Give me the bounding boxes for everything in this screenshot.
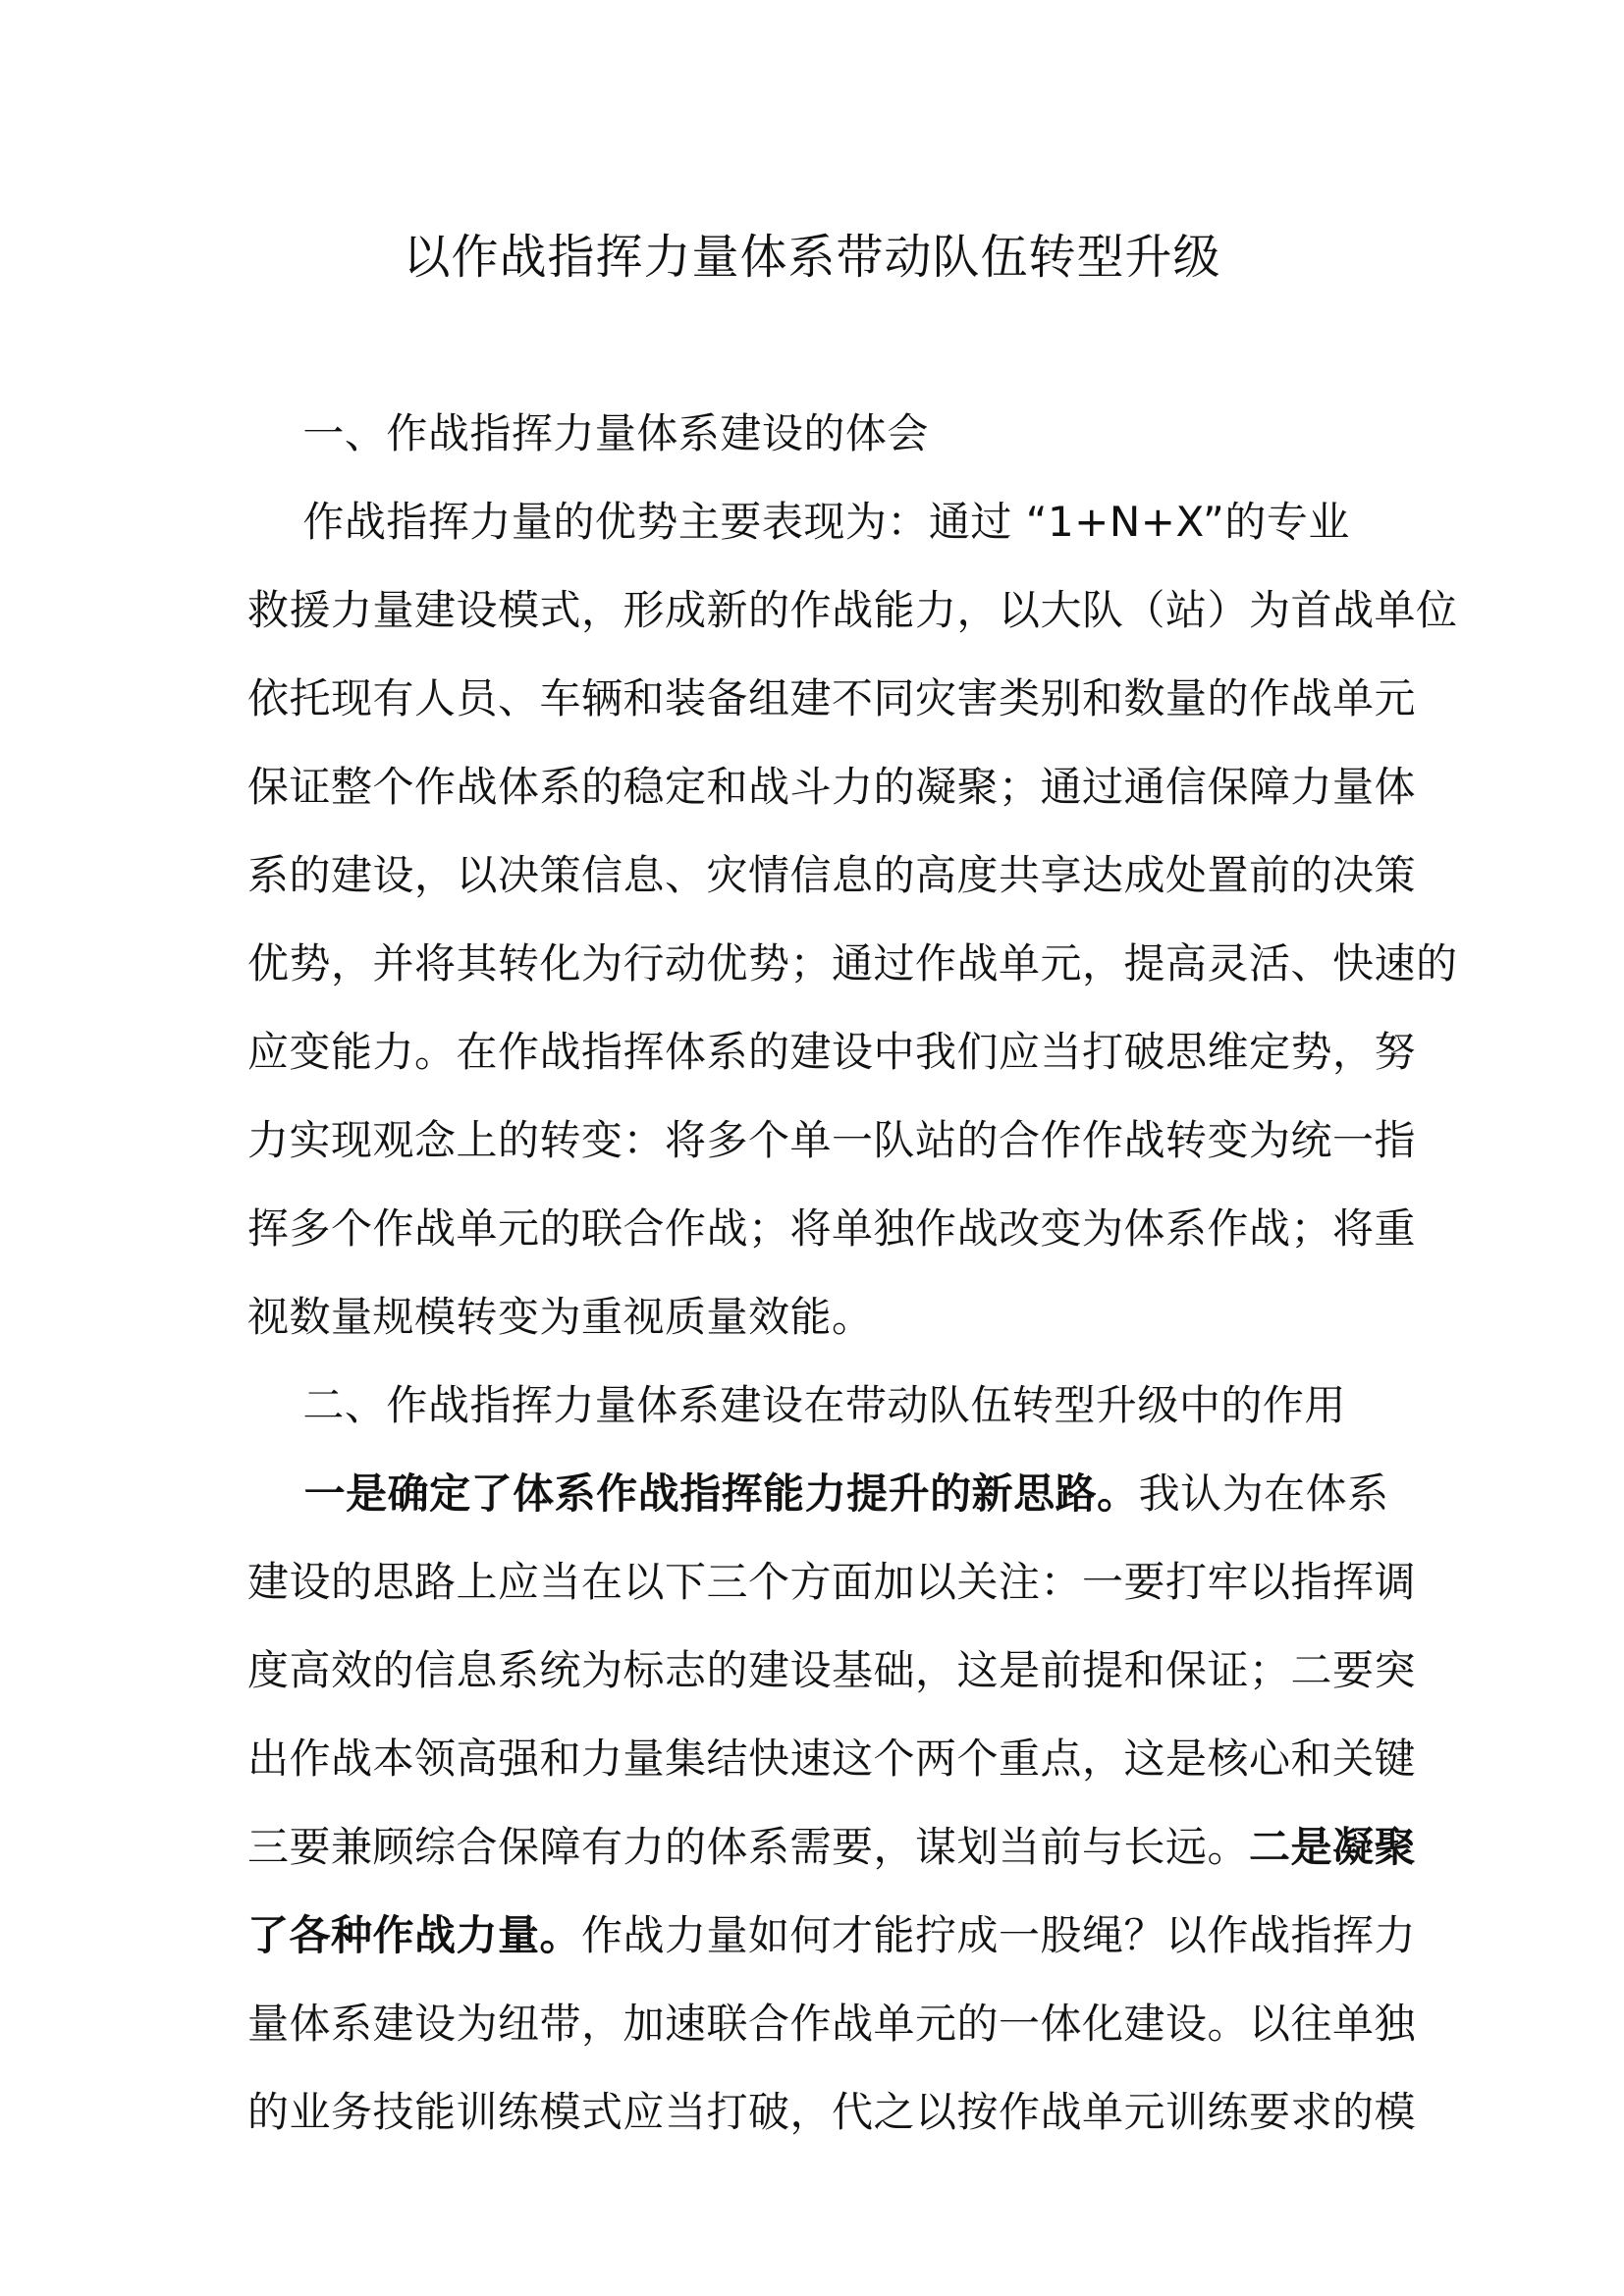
line-text: 的业务技能训练模式应当打破，代之以按作战单元训练要求的模 <box>247 2088 1417 2136</box>
line-text: 力实现观念上的转变：将多个单一队站的合作作战转变为统一指 <box>247 1116 1417 1164</box>
paragraph-line <box>247 1553 1417 1612</box>
paragraph-line <box>247 758 1417 817</box>
paragraph-line <box>247 1641 1417 1700</box>
line-text: 保证整个作战体系的稳定和战斗力的凝聚；通过通信保障力量体 <box>247 763 1417 811</box>
section-heading-2 <box>247 1376 1386 1435</box>
line-text: 作战力量如何才能拧成一股绳？以作战指挥力 <box>581 1911 1417 1959</box>
paragraph-line <box>247 1818 1417 1877</box>
line-text: 优势，并将其转化为行动优势；通过作战单元，提高灵活、快速的 <box>247 939 1458 988</box>
line-text: 出作战本领高强和力量集结快速这个两个重点，这是核心和关键 <box>247 1735 1417 1783</box>
paragraph-line <box>247 846 1417 905</box>
paragraph-line <box>247 1200 1417 1258</box>
line-text: 我认为在体系 <box>1138 1469 1389 1518</box>
line-text: 依托现有人员、车辆和装备组建不同灾害类别和数量的作战单元 <box>247 674 1417 722</box>
paragraph-line <box>247 1023 1417 1082</box>
paragraph-line <box>247 581 1458 640</box>
line-text: 视数量规模转变为重视质量效能。 <box>247 1293 874 1341</box>
line-text: 二、作战指挥力量体系建设在带动队伍转型升级中的作用 <box>247 1381 1346 1429</box>
paragraph-line <box>247 1288 1386 1347</box>
document-title: 以作战指挥力量体系带动队伍转型升级 <box>403 230 1221 285</box>
paragraph-line <box>247 1465 1389 1523</box>
line-text: 一、作战指挥力量体系建设的体会 <box>247 409 929 457</box>
line-text: 作战指挥力量的优势主要表现为：通过 “1+N+X”的专业 <box>247 498 1350 546</box>
line-text: 度高效的信息系统为标志的建设基础，这是前提和保证；二要突 <box>247 1646 1417 1694</box>
line-text: 系的建设，以决策信息、灾情信息的高度共享达成处置前的决策 <box>247 851 1417 899</box>
paragraph-line <box>247 934 1458 993</box>
section-heading-1 <box>247 404 1386 463</box>
paragraph-line <box>247 1730 1417 1789</box>
paragraph-line <box>247 1111 1417 1170</box>
bold-lead-text: 一是确定了体系作战指挥能力提升的新思路。 <box>247 1469 1139 1518</box>
paragraph-line <box>247 1906 1417 1965</box>
paragraph-line <box>247 669 1417 728</box>
bold-lead-text: 二是凝聚 <box>1249 1823 1417 1871</box>
paragraph-line <box>247 1995 1417 2054</box>
line-text: 量体系建设为纽带，加速联合作战单元的一体化建设。以往单独 <box>247 2000 1417 2048</box>
line-text: 建设的思路上应当在以下三个方面加以关注：一要打牢以指挥调 <box>247 1558 1417 1606</box>
line-text: 应变能力。在作战指挥体系的建设中我们应当打破思维定势，努 <box>247 1028 1417 1076</box>
line-text: 挥多个作战单元的联合作战；将单独作战改变为体系作战；将重 <box>247 1204 1417 1253</box>
paragraph-line <box>247 2083 1417 2142</box>
paragraph-line <box>247 493 1386 552</box>
line-text: 三要兼顾综合保障有力的体系需要，谋划当前与长远。 <box>247 1823 1250 1871</box>
line-text: 救援力量建设模式，形成新的作战能力，以大队（站）为首战单位 <box>247 586 1458 634</box>
bold-lead-text: 了各种作战力量。 <box>247 1911 582 1959</box>
